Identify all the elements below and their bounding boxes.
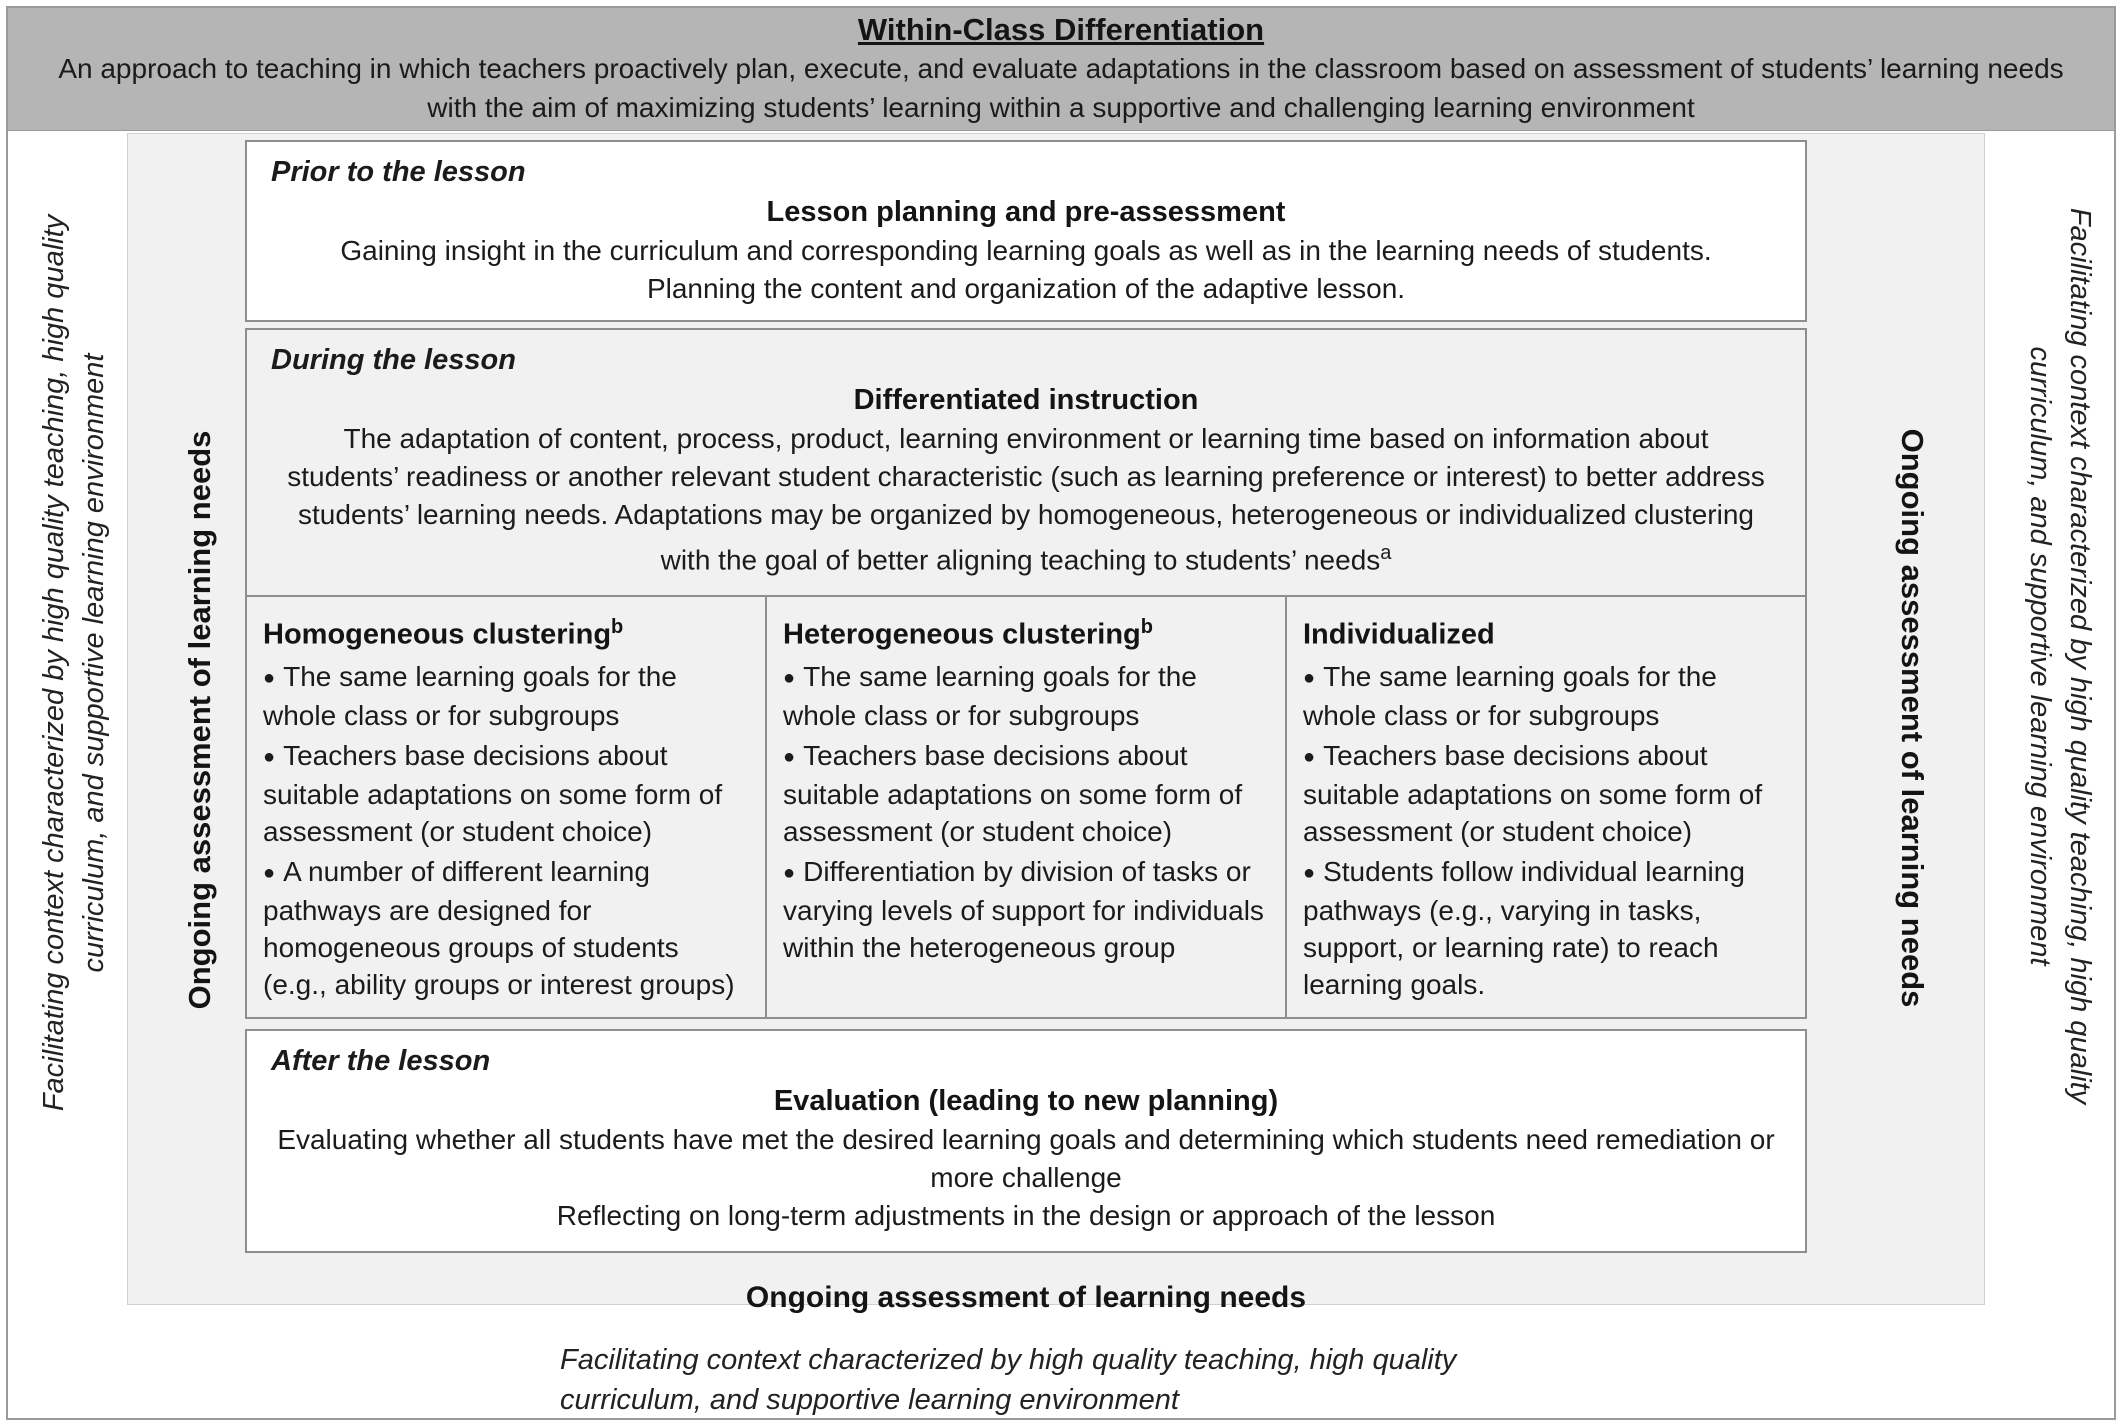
homogeneous-bullet-2: ● Teachers base decisions about suitable adaptations on some form of assessment (or student choice) bbox=[263, 739, 723, 847]
heterogeneous-bullet-3: ● Differentiation by division of tasks or varying levels of support for individuals within the heterogeneous group bbox=[783, 855, 1264, 963]
during-box-title: Differentiated instruction bbox=[853, 384, 1199, 416]
bullet-icon: ● bbox=[1303, 745, 1316, 768]
prior-phase-heading: Prior to the lesson bbox=[271, 156, 526, 188]
prior-box-title: Lesson planning and pre-assessment bbox=[766, 196, 1286, 228]
ongoing-assessment-label-bottom: Ongoing assessment of learning needs bbox=[745, 1280, 1307, 1314]
facilitating-context-label-bottom bbox=[560, 1340, 1500, 1420]
bullet-icon: ● bbox=[783, 666, 796, 689]
heterogeneous-title-text: Heterogeneous clustering bbox=[783, 618, 1141, 651]
ongoing-assessment-label-left: Ongoing assessment of learning needs bbox=[182, 430, 217, 1010]
facilitating-context-label-left bbox=[34, 183, 114, 1143]
header-band bbox=[8, 8, 2114, 131]
individualized-bullet-3: ● Students follow individual learning pathways (e.g., varying in tasks, support, or learning rate) to reach learning goals. bbox=[1303, 855, 1745, 1000]
homogeneous-bullet-3: ● A number of different learning pathways are designed for homogeneous groups of students (e.g., ability groups or interest groups) bbox=[263, 855, 735, 1000]
after-body-line2: Reflecting on long-term adjustments in the design or approach of the lesson bbox=[556, 1199, 1496, 1231]
after-phase-heading: After the lesson bbox=[271, 1044, 491, 1077]
homogeneous-footnote-marker: b bbox=[611, 616, 624, 639]
figure-definition-line1: An approach to teaching in which teachers proactively plan, execute, and evaluate adaptations in the classroom based on assessment of students’ learning needs bbox=[58, 53, 2064, 84]
facilitating-context-left-line2: curriculum, and supportive learning environment bbox=[78, 353, 110, 973]
facilitating-context-left-line1: Facilitating context characterized by high quality teaching, high quality bbox=[38, 214, 70, 1112]
figure-title: Within-Class Differentiation bbox=[857, 12, 1265, 47]
after-box-title: Evaluation (leading to new planning) bbox=[773, 1084, 1279, 1117]
facilitating-context-right-line2: curriculum, and supportive learning environment bbox=[2024, 346, 2056, 966]
homogeneous-title bbox=[263, 607, 749, 655]
facilitating-context-bottom-line1: Facilitating context characterized by high quality teaching, high quality bbox=[560, 1344, 1457, 1376]
bullet-icon: ● bbox=[1303, 666, 1316, 689]
ongoing-assessment-label-right: Ongoing assessment of learning needs bbox=[1895, 428, 1930, 1008]
individualized-title-text: Individualized bbox=[1303, 618, 1495, 651]
facilitating-context-bottom-line2: curriculum, and supportive learning environment bbox=[560, 1384, 1179, 1416]
after-lesson-box bbox=[245, 1029, 1807, 1253]
column-homogeneous bbox=[247, 597, 765, 1017]
heterogeneous-bullet-2: ● Teachers base decisions about suitable adaptations on some form of assessment (or student choice) bbox=[783, 739, 1243, 847]
clustering-columns bbox=[245, 597, 1807, 1019]
bullet-icon: ● bbox=[783, 745, 796, 768]
column-individualized bbox=[1285, 597, 1805, 1017]
bullet-icon: ● bbox=[263, 666, 276, 689]
figure-within-class-differentiation bbox=[6, 6, 2116, 1420]
during-lesson-box bbox=[245, 328, 1807, 597]
bullet-icon: ● bbox=[263, 745, 276, 768]
bullet-icon: ● bbox=[263, 861, 276, 884]
bullet-icon: ● bbox=[1303, 861, 1316, 884]
individualized-bullet-2: ● Teachers base decisions about suitable adaptations on some form of assessment (or student choice) bbox=[1303, 739, 1763, 847]
heterogeneous-bullet-1: ● The same learning goals for the whole class or for subgroups bbox=[783, 660, 1197, 731]
facilitating-context-label-right bbox=[2020, 176, 2100, 1136]
during-phase-heading: During the lesson bbox=[271, 344, 516, 376]
column-heterogeneous bbox=[765, 597, 1285, 1017]
individualized-bullet-1: ● The same learning goals for the whole class or for subgroups bbox=[1303, 660, 1717, 731]
heterogeneous-footnote-marker: b bbox=[1140, 616, 1153, 639]
prior-body-line1: Gaining insight in the curriculum and corresponding learning goals as well as in the learning needs of students. bbox=[340, 235, 1712, 266]
bullet-icon: ● bbox=[783, 861, 796, 884]
homogeneous-bullet-1: ● The same learning goals for the whole class or for subgroups bbox=[263, 660, 677, 731]
prior-to-lesson-box bbox=[245, 140, 1807, 322]
after-body-line1: Evaluating whether all students have met the desired learning goals and determining which students need remediation or more challenge bbox=[277, 1123, 1775, 1193]
figure-definition-line2: with the aim of maximizing students’ learning within a supportive and challenging learning environment bbox=[427, 92, 1695, 123]
lesson-cycle-column bbox=[245, 140, 1807, 1315]
individualized-title bbox=[1303, 607, 1789, 655]
facilitating-context-right-line1: Facilitating context characterized by high quality teaching, high quality bbox=[2064, 207, 2096, 1105]
during-footnote-marker: a bbox=[1380, 542, 1392, 564]
prior-body-line2: Planning the content and organization of the adaptive lesson. bbox=[646, 273, 1406, 304]
homogeneous-title-text: Homogeneous clustering bbox=[263, 618, 612, 651]
during-body-text: The adaptation of content, process, product, learning environment or learning time based on information about students’ readiness or another relevant student characteristic (such as learning preference or interest) to better address students’ learning needs. Adaptations may be organized by homogeneous, heterogeneous or individualized clustering with the goal of better aligning teaching to students’ needs bbox=[287, 423, 1765, 576]
heterogeneous-title bbox=[783, 607, 1269, 655]
during-body bbox=[286, 420, 1766, 579]
